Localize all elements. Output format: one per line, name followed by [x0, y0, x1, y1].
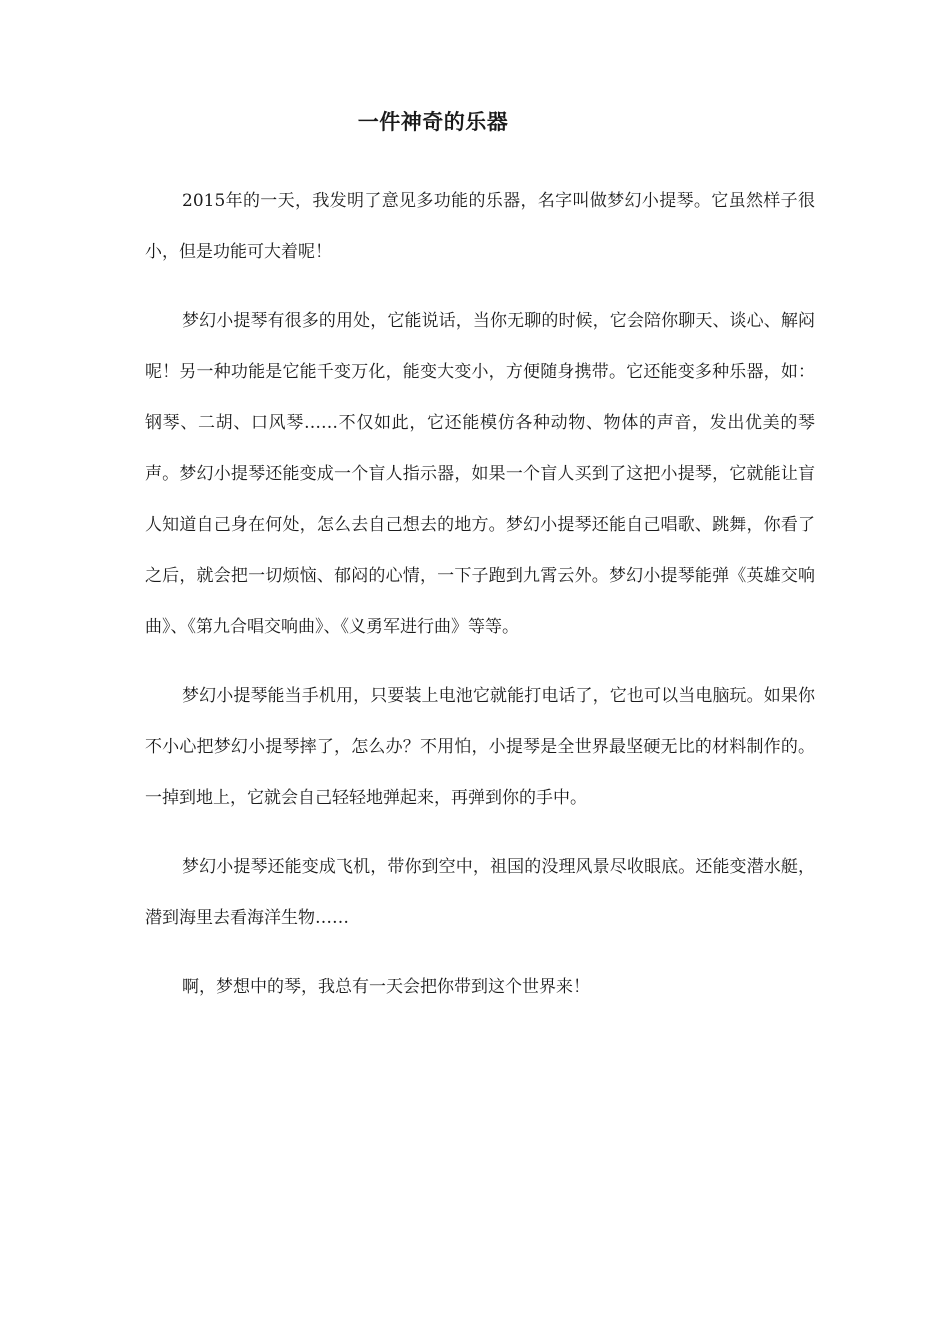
- paragraph-5: 啊，梦想中的琴，我总有一天会把你带到这个世界来！: [182, 977, 590, 997]
- paragraph-2: 梦幻小提琴有很多的用处，它能说话，当你无聊的时候，它会陪你聊天、谈心、解闷呢！另一种功能是它能千变万化，能变大变小，方便随身携带。它还能变多种乐器，如：钢琴、二胡、口风琴……不仅如此，它还能模仿各种动物、物体的声音，发出优美的琴声。梦幻小提琴还能变成一个盲人指示器，如果一个盲人买到了这把小提琴，它就能让盲人知道自己身在何处，怎么去自己想去的地方。梦幻小提琴还能自己唱歌、跳舞，你看了之后，就会把一切烦恼、郁闷的心情，一下子跑到九霄云外。梦幻小提琴能弹《英雄交响曲》、《第九合唱交响曲》、《义勇军进行曲》等等。: [145, 311, 815, 637]
- paragraph-4: 梦幻小提琴还能变成飞机，带你到空中，祖国的没理风景尽收眼底。还能变潜水艇，潜到海里去看海洋生物……: [145, 857, 815, 928]
- document-body: [145, 176, 815, 1031]
- document-title: 一件神奇的乐器: [357, 110, 509, 134]
- paragraph-1: 2015年的一天，我发明了意见多功能的乐器，名字叫做梦幻小提琴。它虽然样子很小，但是功能可大着呢！: [145, 191, 815, 262]
- paragraph-3: 梦幻小提琴能当手机用，只要装上电池它就能打电话了，它也可以当电脑玩。如果你不小心把梦幻小提琴摔了，怎么办？不用怕，小提琴是全世界最坚硬无比的材料制作的。一掉到地上，它就会自己轻轻地弹起来，再弹到你的手中。: [145, 686, 815, 808]
